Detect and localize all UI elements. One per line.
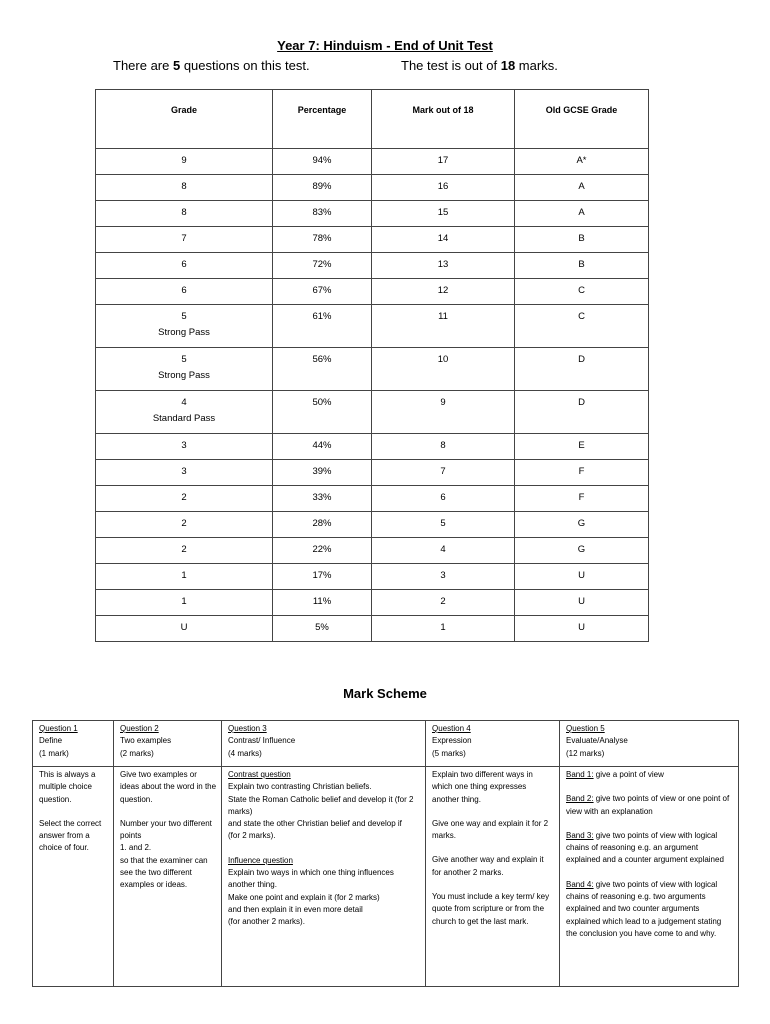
mark-cell: 10 xyxy=(372,348,515,391)
old-gcse-cell: U xyxy=(515,616,649,642)
q2-guidance: Give two examples or ideas about the word in the question. Number your two different points 1. and 2. so that the examiner can see the two different examples or ideas. xyxy=(114,767,222,987)
grade-boundaries-table xyxy=(95,89,649,642)
grade-cell: 8 xyxy=(96,175,273,201)
mark-cell: 17 xyxy=(372,149,515,175)
percentage-cell: 5% xyxy=(273,616,372,642)
mark-cell: 9 xyxy=(372,391,515,434)
mark-cell: 16 xyxy=(372,175,515,201)
grade-cell: 9 xyxy=(96,149,273,175)
old-gcse-cell: U xyxy=(515,590,649,616)
grade-row xyxy=(96,348,649,391)
question-count: 5 xyxy=(172,58,181,73)
mark-cell: 11 xyxy=(372,305,515,348)
grade-row xyxy=(96,486,649,512)
influence-question-heading: Influence question xyxy=(228,855,293,865)
grade-cell: 3 xyxy=(96,434,273,460)
q5-guidance xyxy=(560,767,739,987)
old-gcse-cell: C xyxy=(515,279,649,305)
grade-row xyxy=(96,227,649,253)
grade-cell: U xyxy=(96,616,273,642)
band-3: Band 3: give two points of view with logical chains of reasoning e.g. an argument explained and a counter argument explained xyxy=(566,830,724,865)
q1-header: Question 1 Define (1 mark) xyxy=(33,721,114,767)
grade-cell: 6 xyxy=(96,253,273,279)
mark-scheme-header-row xyxy=(33,721,739,767)
q4-header: Question 4 Expression (5 marks) xyxy=(426,721,560,767)
question-count-text: There are 5 questions on this test. xyxy=(113,58,310,73)
grade-cell: 4 Standard Pass xyxy=(96,391,273,434)
percentage-cell: 11% xyxy=(273,590,372,616)
mark-cell: 14 xyxy=(372,227,515,253)
percentage-cell: 17% xyxy=(273,564,372,590)
q5-header: Question 5 Evaluate/Analyse (12 marks) xyxy=(560,721,739,767)
grade-cell: 2 xyxy=(96,512,273,538)
old-gcse-cell: G xyxy=(515,538,649,564)
percentage-cell: 61% xyxy=(273,305,372,348)
percentage-cell: 39% xyxy=(273,460,372,486)
grade-cell: 3 xyxy=(96,460,273,486)
old-gcse-cell: F xyxy=(515,460,649,486)
grade-row xyxy=(96,460,649,486)
q2-header: Question 2 Two examples (2 marks) xyxy=(114,721,222,767)
grade-row xyxy=(96,616,649,642)
percentage-cell: 94% xyxy=(273,149,372,175)
grade-row xyxy=(96,175,649,201)
grade-row xyxy=(96,253,649,279)
q4-guidance: Explain two different ways in which one thing expresses another thing. Give one way and explain it for 2 marks. Give another way and explain it for another 2 marks. You must include a key term/ key quote from scripture or from the church to get the last mark. xyxy=(426,767,560,987)
grade-row xyxy=(96,149,649,175)
percentage-cell: 72% xyxy=(273,253,372,279)
grade-cell: 8 xyxy=(96,201,273,227)
old-gcse-cell: A xyxy=(515,201,649,227)
old-gcse-cell: B xyxy=(515,253,649,279)
mark-scheme-title: Mark Scheme xyxy=(343,686,427,701)
grade-cell: 5 Strong Pass xyxy=(96,348,273,391)
percentage-cell: 28% xyxy=(273,512,372,538)
old-gcse-cell: G xyxy=(515,512,649,538)
pass-label: Strong Pass xyxy=(158,327,210,338)
header-percentage: Percentage xyxy=(273,90,372,149)
grade-row xyxy=(96,512,649,538)
grade-row xyxy=(96,564,649,590)
grade-row xyxy=(96,279,649,305)
mark-cell: 4 xyxy=(372,538,515,564)
q3-header: Question 3 Contrast/ Influence (4 marks) xyxy=(222,721,426,767)
old-gcse-cell: E xyxy=(515,434,649,460)
percentage-cell: 56% xyxy=(273,348,372,391)
mark-cell: 15 xyxy=(372,201,515,227)
grade-cell: 7 xyxy=(96,227,273,253)
percentage-cell: 67% xyxy=(273,279,372,305)
q1-guidance: This is always a multiple choice question. Select the correct answer from a choice of four. xyxy=(33,767,114,987)
old-gcse-cell: A xyxy=(515,175,649,201)
percentage-cell: 22% xyxy=(273,538,372,564)
header-old-gcse: Old GCSE Grade xyxy=(515,90,649,149)
grade-row xyxy=(96,201,649,227)
q3-guidance: Contrast question Explain two contrasting Christian beliefs. State the Roman Catholic belief and develop it (for 2 marks) and state the other Christian belief and develop if (for 2 marks). Influence question Explain two ways in which one thing influences another thing. Make one point and explain it (for 2 marks) and then explain it in even more detail (for another 2 marks). xyxy=(222,767,426,987)
percentage-cell: 44% xyxy=(273,434,372,460)
grade-row xyxy=(96,538,649,564)
mark-cell: 1 xyxy=(372,616,515,642)
grade-cell: 1 xyxy=(96,564,273,590)
mark-scheme-body-row xyxy=(33,767,739,987)
mark-cell: 2 xyxy=(372,590,515,616)
grade-cell: 5 Strong Pass xyxy=(96,305,273,348)
old-gcse-cell: B xyxy=(515,227,649,253)
mark-cell: 7 xyxy=(372,460,515,486)
band-1: Band 1: give a point of view xyxy=(566,770,664,779)
mark-cell: 3 xyxy=(372,564,515,590)
total-marks-text: The test is out of 18 marks. xyxy=(401,58,558,73)
grade-cell: 2 xyxy=(96,486,273,512)
grade-cell: 1 xyxy=(96,590,273,616)
page-title: Year 7: Hinduism - End of Unit Test xyxy=(277,38,493,53)
grade-row xyxy=(96,391,649,434)
contrast-question-heading: Contrast question xyxy=(228,770,291,779)
grade-row xyxy=(96,590,649,616)
mark-scheme-table xyxy=(32,720,739,987)
percentage-cell: 33% xyxy=(273,486,372,512)
grade-cell: 2 xyxy=(96,538,273,564)
grade-cell: 6 xyxy=(96,279,273,305)
total-marks: 18 xyxy=(500,58,516,73)
percentage-cell: 50% xyxy=(273,391,372,434)
mark-cell: 12 xyxy=(372,279,515,305)
pass-label: Standard Pass xyxy=(152,413,216,424)
header-grade: Grade xyxy=(96,90,273,149)
old-gcse-cell: A* xyxy=(515,149,649,175)
grade-table-header-row xyxy=(96,90,649,149)
mark-cell: 8 xyxy=(372,434,515,460)
grade-row xyxy=(96,305,649,348)
mark-cell: 13 xyxy=(372,253,515,279)
mark-cell: 5 xyxy=(372,512,515,538)
percentage-cell: 89% xyxy=(273,175,372,201)
band-2: Band 2: give two points of view or one point of view with an explanation xyxy=(566,794,730,816)
old-gcse-cell: F xyxy=(515,486,649,512)
old-gcse-cell: C xyxy=(515,305,649,348)
old-gcse-cell: U xyxy=(515,564,649,590)
old-gcse-cell: D xyxy=(515,391,649,434)
band-4: Band 4: give two points of view with logical chains of reasoning e.g. two arguments explained and two counter arguments explained which lead to a judgement stating the conclusion you have come to and why. xyxy=(566,879,722,938)
percentage-cell: 83% xyxy=(273,201,372,227)
percentage-cell: 78% xyxy=(273,227,372,253)
mark-cell: 6 xyxy=(372,486,515,512)
header-mark: Mark out of 18 xyxy=(372,90,515,149)
old-gcse-cell: D xyxy=(515,348,649,391)
grade-row xyxy=(96,434,649,460)
pass-label: Strong Pass xyxy=(158,370,210,381)
